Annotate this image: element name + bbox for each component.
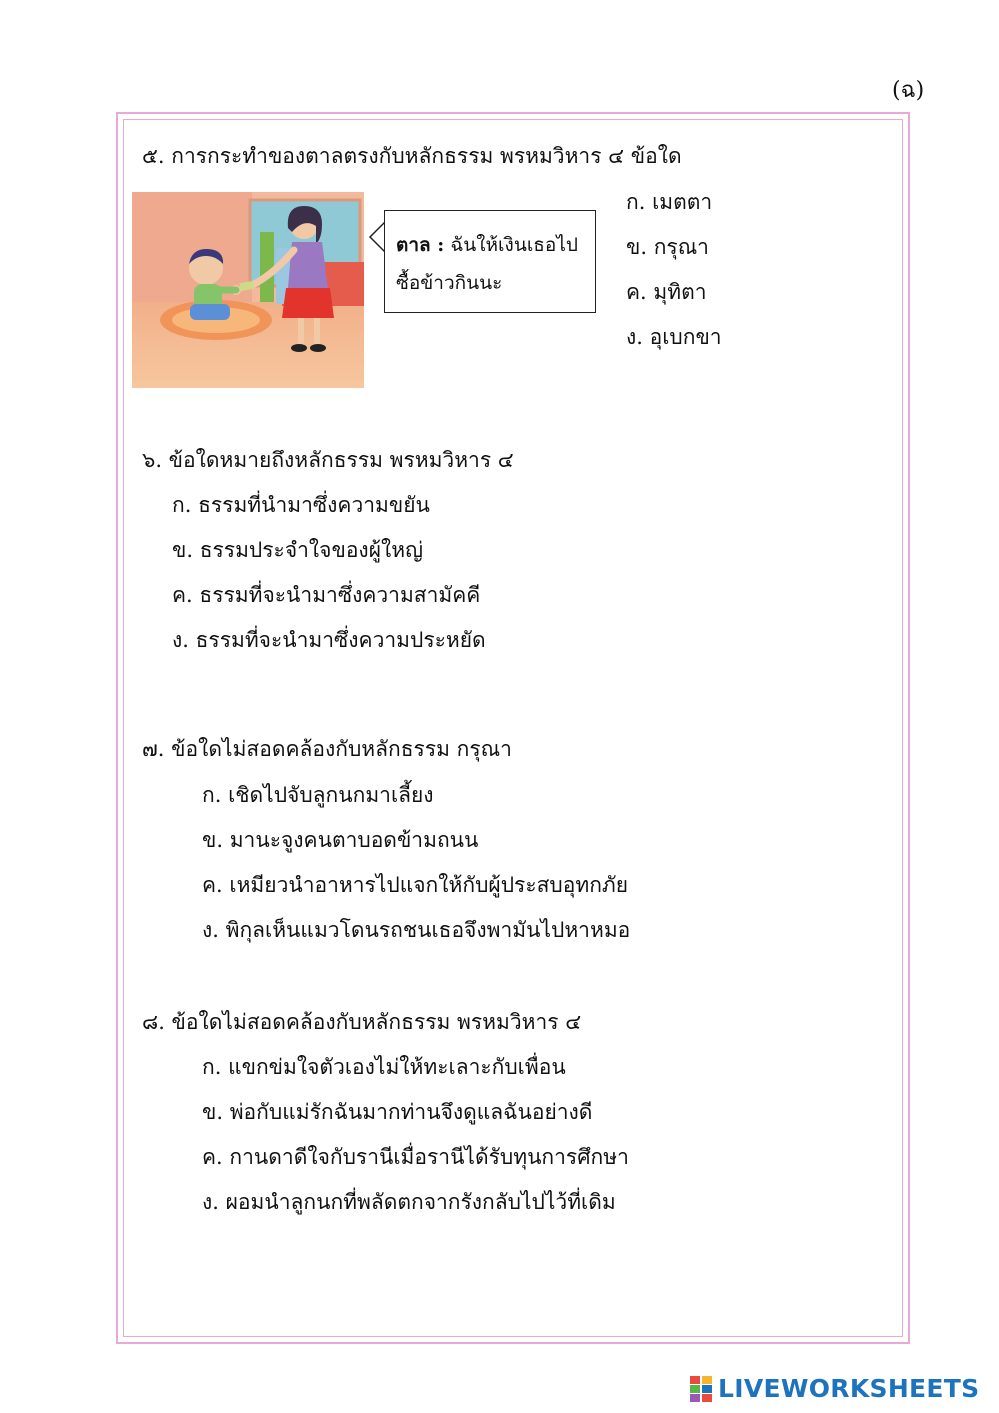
q8-option-a[interactable]: ก. แขกข่มใจตัวเองไม่ให้ทะเลาะกับเพื่อน [202,1055,566,1079]
speech-bubble-line2: ซื้อข้าวกินนะ [396,272,503,294]
q8-option-b[interactable]: ข. พ่อกับแม่รักฉันมากท่านจึงดูแลฉันอย่างดี [202,1100,593,1124]
q6-question: ๖. ข้อใดหมายถึงหลักธรรม พรหมวิหาร ๔ [142,448,514,472]
q5-option-d[interactable]: ง. อุเบกขา [626,325,722,349]
q8-question: ๘. ข้อใดไม่สอดคล้องกับหลักธรรม พรหมวิหาร ๔ [142,1010,582,1034]
q8-option-d[interactable]: ง. ผอมนำลูกนกที่พลัดตกจากรังกลับไปไว้ที่เดิม [202,1190,616,1214]
page-label: (ฉ) [892,78,925,103]
q7-option-c[interactable]: ค. เหมียวนำอาหารไปแจกให้กับผู้ประสบอุทกภัย [202,873,629,897]
q6-option-a[interactable]: ก. ธรรมที่นำมาซึ่งความขยัน [172,493,430,517]
illustration-girl-giving-money [132,192,364,388]
liveworksheets-logo [690,1374,979,1403]
q6-option-c[interactable]: ค. ธรรมที่จะนำมาซึ่งความสามัคคี [172,583,481,607]
q5-question: ๕. การกระทำของตาลตรงกับหลักธรรม พรหมวิหาร ๔ ข้อใด [142,144,682,168]
speech-bubble-text [396,226,592,302]
q8-option-c[interactable]: ค. กานดาดีใจกับรานีเมื่อรานีได้รับทุนการศึกษา [202,1145,629,1169]
q5-option-a[interactable]: ก. เมตตา [626,190,713,214]
speech-bubble-line1: ฉันให้เงินเธอไป [444,234,578,256]
q7-question: ๗. ข้อใดไม่สอดคล้องกับหลักธรรม กรุณา [142,737,512,761]
q7-option-a[interactable]: ก. เชิดไปจับลูกนกมาเลี้ยง [202,783,434,807]
liveworksheets-logo-icon [690,1376,712,1402]
q7-option-d[interactable]: ง. พิกุลเห็นแมวโดนรถชนเธอจึงพามันไปหาหมอ [202,918,631,942]
q5-option-c[interactable]: ค. มุทิตา [626,280,707,304]
q6-option-d[interactable]: ง. ธรรมที่จะนำมาซึ่งความประหยัด [172,628,486,652]
q6-option-b[interactable]: ข. ธรรมประจำใจของผู้ใหญ่ [172,538,423,562]
liveworksheets-logo-text: LIVEWORKSHEETS [718,1374,980,1403]
q7-option-b[interactable]: ข. มานะจูงคนตาบอดข้ามถนน [202,828,479,852]
speech-bubble-speaker: ตาล : [396,234,445,256]
q5-option-b[interactable]: ข. กรุณา [626,235,709,259]
